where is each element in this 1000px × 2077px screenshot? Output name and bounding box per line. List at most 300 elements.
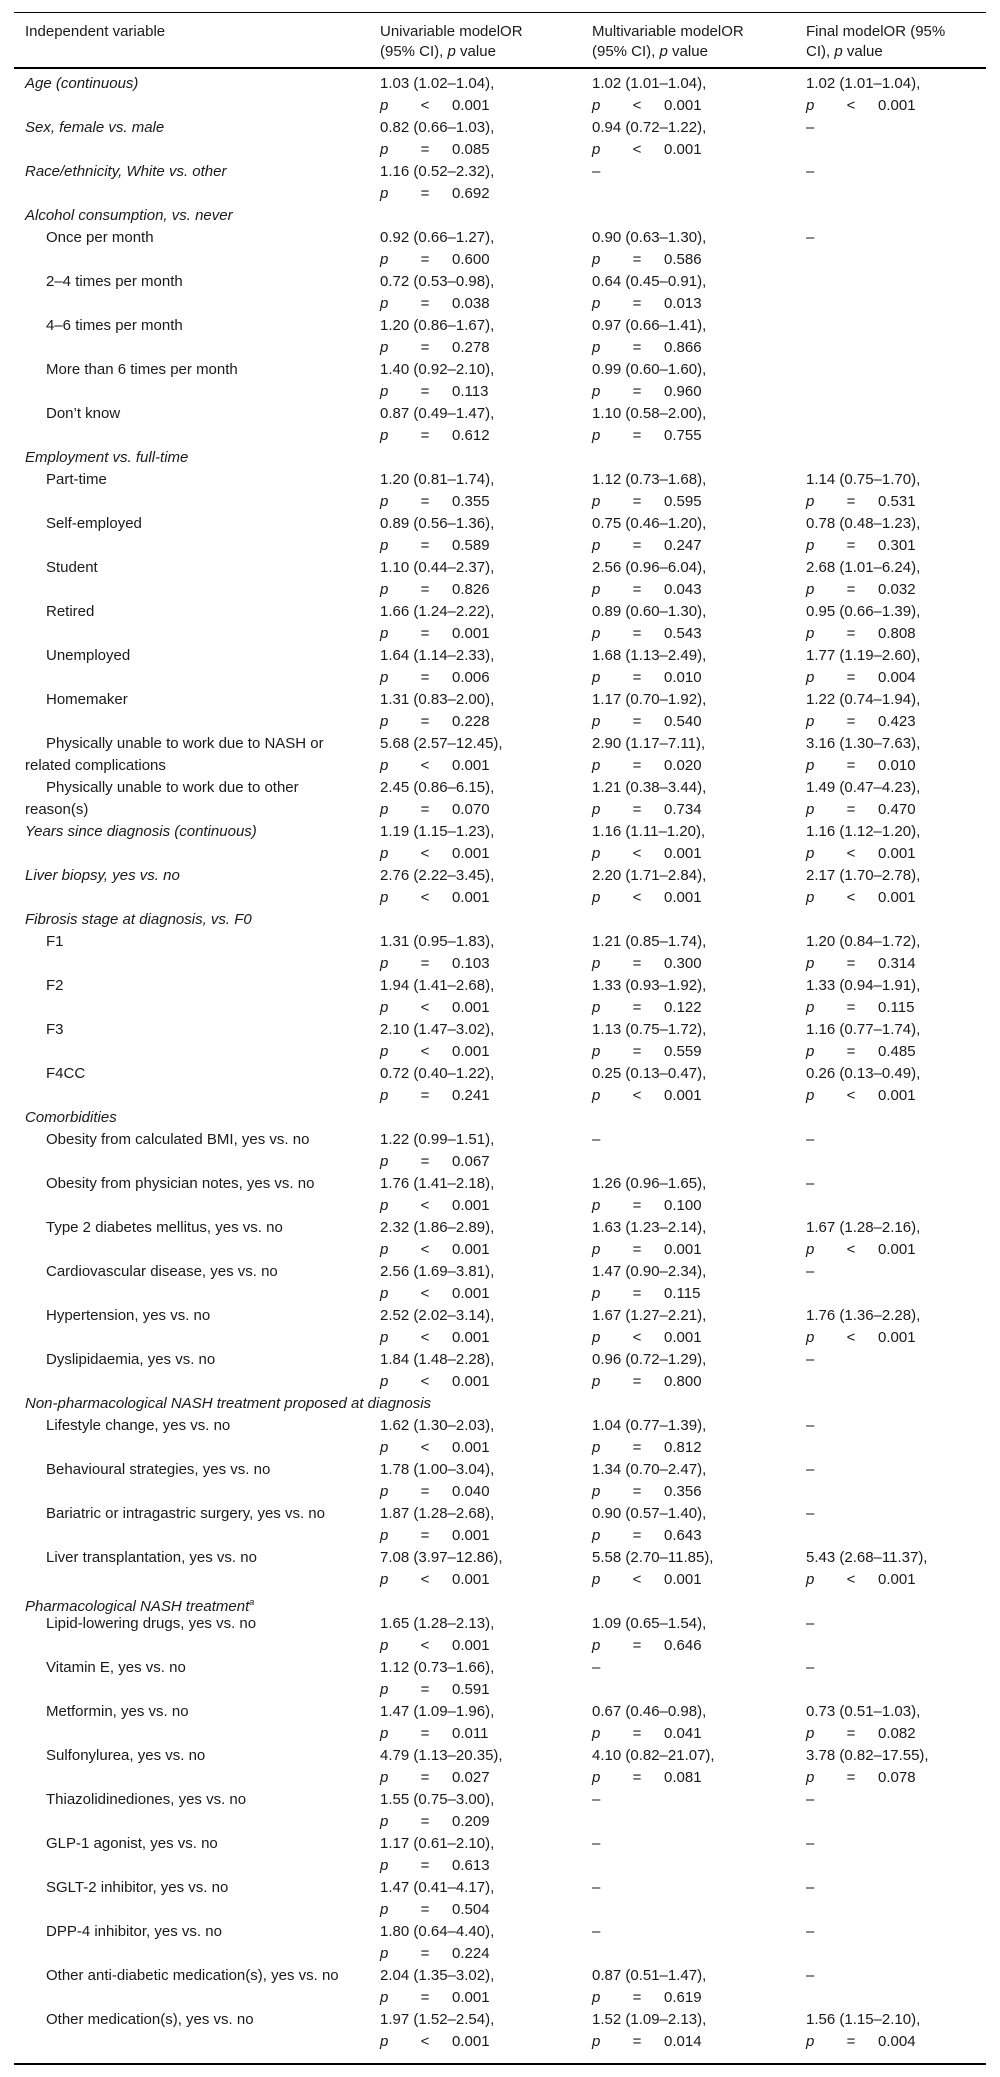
univariable-cell <box>380 1349 494 1393</box>
p-value-line <box>380 1239 494 1261</box>
p-value-line <box>380 953 494 975</box>
final-model-cell <box>806 601 920 645</box>
multivariable-cell <box>592 1173 706 1217</box>
p-value-line <box>380 425 494 447</box>
p-value-line <box>380 1723 494 1745</box>
footnote-marker: a <box>249 1597 255 1607</box>
table-row <box>0 359 1000 403</box>
estimate: 0.92 (0.66–1.27), <box>380 229 495 246</box>
multivariable-cell <box>592 601 706 645</box>
p-number: 0.612 <box>452 427 490 444</box>
p-symbol: p <box>380 1901 389 1918</box>
univariable-cell <box>380 1833 494 1877</box>
p-operator: = <box>420 1989 430 2006</box>
row-label: Obesity from physician notes, yes vs. no <box>46 1175 315 1192</box>
estimate: 1.64 (1.14–2.33), <box>380 647 495 664</box>
p-value-line <box>592 799 706 821</box>
univariable-cell <box>380 1129 494 1173</box>
estimate: 2.68 (1.01–6.24), <box>806 559 921 576</box>
estimate: 1.20 (0.86–1.67), <box>380 317 495 334</box>
p-value-line <box>592 1525 706 1547</box>
p-number: 0.115 <box>664 1285 701 1302</box>
estimate: 1.13 (0.75–1.72), <box>592 1021 707 1038</box>
univariable-cell <box>380 1789 494 1833</box>
p-value-line <box>592 843 705 865</box>
p-symbol: p <box>380 185 389 202</box>
estimate: 1.12 (0.73–1.66), <box>380 1659 495 1676</box>
header-rule <box>14 67 986 69</box>
p-symbol: p <box>592 1087 601 1104</box>
p-value-line <box>806 2031 920 2053</box>
p-symbol: p <box>592 955 601 972</box>
final-model-cell <box>806 1019 920 1063</box>
p-operator: = <box>632 1197 642 1214</box>
p-symbol: p <box>592 845 601 862</box>
table-row <box>0 1657 1000 1701</box>
p-value-line <box>806 953 920 975</box>
final-model-cell <box>806 161 814 183</box>
p-number: 0.081 <box>664 1769 702 1786</box>
p-symbol: p <box>592 1725 601 1742</box>
p-operator: = <box>632 669 642 686</box>
p-number: 0.643 <box>664 1527 702 1544</box>
p-number: 0.001 <box>664 97 702 114</box>
row-label: F2 <box>46 977 64 994</box>
p-symbol: p <box>380 845 389 862</box>
p-value-line <box>380 1085 494 1107</box>
table-row <box>0 403 1000 447</box>
multivariable-cell <box>592 733 705 777</box>
estimate: 0.97 (0.66–1.41), <box>592 317 707 334</box>
p-symbol: p <box>592 383 601 400</box>
univariable-cell <box>380 1547 503 1591</box>
p-value-line <box>806 755 920 777</box>
estimate: 1.40 (0.92–2.10), <box>380 361 495 378</box>
p-value-line <box>592 95 706 117</box>
p-symbol: p <box>806 493 815 510</box>
multivariable-cell <box>592 117 706 161</box>
p-number: 0.755 <box>664 427 702 444</box>
estimate: 0.64 (0.45–0.91), <box>592 273 707 290</box>
p-symbol: p <box>806 1043 815 1060</box>
final-model-cell <box>806 469 920 513</box>
p-value-line <box>380 997 494 1019</box>
univariable-cell <box>380 1173 494 1217</box>
p-symbol: p <box>380 713 389 730</box>
p-operator: = <box>420 1681 430 1698</box>
p-number: 0.004 <box>878 669 916 686</box>
multivariable-cell <box>592 1657 600 1679</box>
multivariable-cell <box>592 513 706 557</box>
p-value-line <box>592 1437 706 1459</box>
univariable-cell <box>380 777 494 821</box>
estimate: 1.03 (1.02–1.04), <box>380 75 495 92</box>
p-number: 0.006 <box>452 669 490 686</box>
p-value-line <box>380 95 494 117</box>
p-symbol: p <box>806 845 815 862</box>
final-model-cell <box>806 733 920 777</box>
p-number: 0.032 <box>878 581 916 598</box>
multivariable-cell <box>592 1305 706 1349</box>
row-label: Part-time <box>46 471 107 488</box>
multivariable-cell <box>592 359 706 403</box>
estimate: 1.22 (0.74–1.94), <box>806 691 921 708</box>
table-row <box>0 1019 1000 1063</box>
p-operator: < <box>846 845 856 862</box>
p-value-line <box>806 843 920 865</box>
p-operator: = <box>632 1043 642 1060</box>
p-symbol: p <box>380 383 389 400</box>
p-symbol: p <box>380 1043 389 1060</box>
p-number: 0.595 <box>664 493 702 510</box>
estimate: 2.32 (1.86–2.89), <box>380 1219 495 1236</box>
header-final-model: Final modelOR (95% CI), p value <box>806 23 946 60</box>
p-symbol: p <box>380 1769 389 1786</box>
p-symbol: p <box>592 1439 601 1456</box>
p-number: 0.423 <box>878 713 916 730</box>
final-model-cell <box>806 1129 814 1151</box>
univariable-cell <box>380 1701 494 1745</box>
estimate: 1.66 (1.24–2.22), <box>380 603 495 620</box>
final-model-cell <box>806 689 920 733</box>
univariable-cell <box>380 1217 494 1261</box>
p-symbol: p <box>806 581 815 598</box>
row-label: Liver transplantation, yes vs. no <box>46 1549 257 1566</box>
univariable-cell <box>380 975 494 1019</box>
p-value-line <box>380 887 494 909</box>
estimate: 2.90 (1.17–7.11), <box>592 735 706 752</box>
p-value-line <box>592 337 706 359</box>
univariable-cell <box>380 1261 494 1305</box>
p-value-line <box>806 711 920 733</box>
row-label: Employment vs. full-time <box>25 449 189 466</box>
p-operator: = <box>420 251 430 268</box>
estimate: 2.04 (1.35–3.02), <box>380 1967 495 1984</box>
multivariable-cell <box>592 865 706 909</box>
p-value-line <box>592 755 705 777</box>
table-row <box>0 1745 1000 1789</box>
p-number: 0.004 <box>878 2033 916 2050</box>
p-symbol: p <box>592 295 601 312</box>
p-value-line <box>592 425 706 447</box>
p-operator: = <box>420 581 430 598</box>
table-row <box>0 469 1000 513</box>
estimate: – <box>806 119 815 136</box>
row-label: More than 6 times per month <box>46 361 238 378</box>
p-value-line <box>380 2031 494 2053</box>
p-value-line <box>380 1525 494 1547</box>
p-number: 0.559 <box>664 1043 702 1060</box>
table-row <box>0 1063 1000 1107</box>
table-row <box>0 205 1000 227</box>
p-symbol: p <box>380 1813 389 1830</box>
p-value-line <box>592 249 706 271</box>
p-operator: = <box>632 625 642 642</box>
p-value-line <box>592 1635 706 1657</box>
estimate: 0.82 (0.66–1.03), <box>380 119 495 136</box>
p-symbol: p <box>806 97 815 114</box>
p-symbol: p <box>380 1153 389 1170</box>
estimate: 1.87 (1.28–2.68), <box>380 1505 495 1522</box>
estimate: – <box>806 163 815 180</box>
p-number: 0.543 <box>664 625 702 642</box>
estimate: – <box>592 163 601 180</box>
table-row <box>0 1415 1000 1459</box>
row-label: Metformin, yes vs. no <box>46 1703 189 1720</box>
p-symbol: p <box>592 1197 601 1214</box>
table-row <box>0 865 1000 909</box>
p-operator: < <box>632 845 642 862</box>
p-value-line <box>592 1085 706 1107</box>
table-row <box>0 975 1000 1019</box>
table-row <box>0 1789 1000 1833</box>
estimate: 0.90 (0.57–1.40), <box>592 1505 707 1522</box>
row-label: Comorbidities <box>25 1109 117 1126</box>
estimate: 2.52 (2.02–3.14), <box>380 1307 495 1324</box>
row-label: Vitamin E, yes vs. no <box>46 1659 186 1676</box>
p-value-line <box>380 1041 494 1063</box>
univariable-cell <box>380 1877 494 1921</box>
p-value-line <box>806 579 920 601</box>
p-operator: < <box>420 1329 430 1346</box>
p-number: 0.001 <box>452 1373 490 1390</box>
p-value-line <box>592 293 706 315</box>
univariable-cell <box>380 359 494 403</box>
p-value-line <box>806 667 920 689</box>
table-row <box>0 1393 1000 1415</box>
row-label: Thiazolidinediones, yes vs. no <box>46 1791 247 1808</box>
row-label: Other medication(s), yes vs. no <box>46 2011 254 2028</box>
p-value-line <box>380 1767 503 1789</box>
p-operator: < <box>632 889 642 906</box>
estimate: 1.02 (1.01–1.04), <box>806 75 921 92</box>
univariable-cell <box>380 315 494 359</box>
p-operator: < <box>420 1043 430 1060</box>
p-operator: = <box>632 1483 642 1500</box>
p-value-line <box>806 1723 920 1745</box>
p-value-line <box>592 711 706 733</box>
p-symbol: p <box>380 757 389 774</box>
row-label: Lipid-lowering drugs, yes vs. no <box>46 1615 257 1632</box>
table-row <box>0 315 1000 359</box>
final-model-cell <box>806 1349 814 1371</box>
univariable-cell <box>380 1305 494 1349</box>
p-symbol: p <box>806 2033 815 2050</box>
p-operator: = <box>846 2033 856 2050</box>
p-number: 0.531 <box>878 493 916 510</box>
p-symbol: p <box>380 1989 389 2006</box>
p-symbol: p <box>592 1329 601 1346</box>
p-operator: < <box>632 141 642 158</box>
p-symbol: p <box>592 1483 601 1500</box>
multivariable-cell <box>592 1965 706 2009</box>
row-label: F1 <box>46 933 64 950</box>
p-number: 0.013 <box>664 295 702 312</box>
header-multivariable: Multivariable modelOR (95% CI), p value <box>592 23 744 60</box>
p-symbol: p <box>592 427 601 444</box>
p-value-line <box>806 535 920 557</box>
p-value-line <box>380 1437 494 1459</box>
row-label: Retired <box>46 603 95 620</box>
p-symbol: p <box>380 2033 389 2050</box>
p-operator: < <box>420 999 430 1016</box>
p-operator: < <box>846 1571 856 1588</box>
p-number: 0.067 <box>452 1153 490 1170</box>
p-symbol: p <box>806 713 815 730</box>
p-value-line <box>592 997 706 1019</box>
p-number: 0.001 <box>664 1571 702 1588</box>
p-value-line <box>592 1767 715 1789</box>
row-label: 4–6 times per month <box>46 317 183 334</box>
p-operator: = <box>420 955 430 972</box>
estimate: – <box>592 1835 601 1852</box>
p-operator: = <box>846 1043 856 1060</box>
p-number: 0.001 <box>664 1087 702 1104</box>
univariable-cell <box>380 73 494 117</box>
p-operator: < <box>846 1241 856 1258</box>
row-label: Unemployed <box>46 647 131 664</box>
p-operator: = <box>846 537 856 554</box>
univariable-cell <box>380 601 494 645</box>
p-symbol: p <box>380 1373 389 1390</box>
p-symbol: p <box>806 1329 815 1346</box>
p-number: 0.011 <box>452 1725 489 1742</box>
final-model-cell <box>806 513 920 557</box>
p-operator: = <box>632 1527 642 1544</box>
estimate: 1.76 (1.41–2.18), <box>380 1175 495 1192</box>
univariable-cell <box>380 931 494 975</box>
p-value-line <box>592 1723 706 1745</box>
estimate: 4.79 (1.13–20.35), <box>380 1747 503 1764</box>
p-number: 0.619 <box>664 1989 702 2006</box>
row-label: Behavioural strategies, yes vs. no <box>46 1461 271 1478</box>
multivariable-cell <box>592 1613 706 1657</box>
p-symbol: p <box>806 537 815 554</box>
p-number: 0.010 <box>878 757 916 774</box>
row-label: DPP-4 inhibitor, yes vs. no <box>46 1923 222 1940</box>
estimate: 1.10 (0.58–2.00), <box>592 405 707 422</box>
estimate: 5.43 (2.68–11.37), <box>806 1549 928 1566</box>
multivariable-cell <box>592 403 706 447</box>
table-row <box>0 1591 1000 1613</box>
p-symbol: p <box>380 625 389 642</box>
row-label: Cardiovascular disease, yes vs. no <box>46 1263 278 1280</box>
estimate: 0.75 (0.46–1.20), <box>592 515 707 532</box>
p-operator: < <box>846 1329 856 1346</box>
p-operator: < <box>846 889 856 906</box>
final-model-cell <box>806 1459 814 1481</box>
p-symbol: p <box>592 97 601 114</box>
estimate: 1.14 (0.75–1.70), <box>806 471 921 488</box>
table-row <box>0 689 1000 733</box>
p-symbol: p <box>380 1197 389 1214</box>
p-number: 0.082 <box>878 1725 916 1742</box>
p-number: 0.001 <box>452 999 490 1016</box>
estimate: 1.47 (1.09–1.96), <box>380 1703 495 1720</box>
p-operator: = <box>420 427 430 444</box>
estimate: 1.21 (0.38–3.44), <box>592 779 707 796</box>
multivariable-cell <box>592 1921 600 1943</box>
table-row <box>0 73 1000 117</box>
estimate: – <box>806 1923 815 1940</box>
estimate: 3.16 (1.30–7.63), <box>806 735 921 752</box>
p-operator: < <box>632 1087 642 1104</box>
univariable-cell <box>380 271 494 315</box>
p-symbol: p <box>592 141 601 158</box>
p-number: 0.001 <box>452 625 490 642</box>
final-model-cell <box>806 645 920 689</box>
estimate: 1.67 (1.28–2.16), <box>806 1219 921 1236</box>
p-value-line <box>592 2031 706 2053</box>
table-body <box>0 73 1000 2053</box>
univariable-cell <box>380 1063 494 1107</box>
estimate: 2.56 (0.96–6.04), <box>592 559 707 576</box>
p-number: 0.113 <box>452 383 489 400</box>
p-value-line <box>380 491 494 513</box>
p-operator: = <box>420 1725 430 1742</box>
p-operator: = <box>420 295 430 312</box>
estimate: 1.10 (0.44–2.37), <box>380 559 495 576</box>
estimate: 1.26 (0.96–1.65), <box>592 1175 707 1192</box>
p-symbol: p <box>592 757 601 774</box>
table-row <box>0 117 1000 161</box>
p-value-line <box>380 1679 494 1701</box>
p-operator: < <box>846 1087 856 1104</box>
p-operator: < <box>420 1637 430 1654</box>
p-symbol: p <box>380 1285 389 1302</box>
multivariable-cell <box>592 315 706 359</box>
p-value-line <box>592 1239 706 1261</box>
final-model-cell <box>806 777 920 821</box>
p-value-line <box>380 1195 494 1217</box>
final-model-cell <box>806 975 920 1019</box>
p-operator: = <box>846 625 856 642</box>
table-row <box>0 931 1000 975</box>
estimate: 1.63 (1.23–2.14), <box>592 1219 707 1236</box>
p-value-line <box>380 667 494 689</box>
univariable-cell <box>380 161 494 205</box>
estimate: – <box>806 1175 815 1192</box>
p-value-line <box>380 1327 494 1349</box>
final-model-cell <box>806 1789 814 1811</box>
multivariable-cell <box>592 557 706 601</box>
p-value-line <box>592 887 706 909</box>
estimate: 1.33 (0.94–1.91), <box>806 977 921 994</box>
p-number: 0.808 <box>878 625 916 642</box>
p-value-line <box>592 1327 706 1349</box>
estimate: 2.45 (0.86–6.15), <box>380 779 495 796</box>
table-row <box>0 1965 1000 2009</box>
p-operator: < <box>632 97 642 114</box>
p-operator: = <box>846 713 856 730</box>
p-symbol: p <box>806 999 815 1016</box>
p-number: 0.001 <box>878 1571 916 1588</box>
row-label: Alcohol consumption, vs. never <box>25 207 233 224</box>
p-number: 0.001 <box>664 141 702 158</box>
p-operator: = <box>420 1901 430 1918</box>
final-model-cell <box>806 1415 814 1437</box>
p-number: 0.122 <box>664 999 702 1016</box>
p-number: 0.960 <box>664 383 702 400</box>
p-value-line <box>806 1327 920 1349</box>
p-operator: < <box>420 889 430 906</box>
p-operator: < <box>420 845 430 862</box>
multivariable-cell <box>592 1701 706 1745</box>
p-number: 0.043 <box>664 581 702 598</box>
p-symbol: p <box>380 1725 389 1742</box>
estimate: 1.76 (1.36–2.28), <box>806 1307 921 1324</box>
p-symbol: p <box>380 493 389 510</box>
